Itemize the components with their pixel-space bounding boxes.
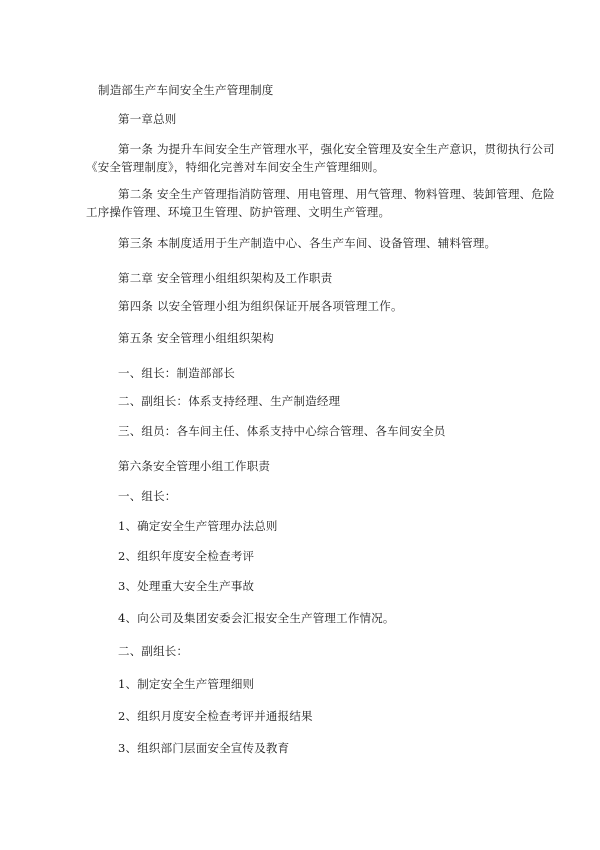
- article-5: 第五条 安全管理小组组织架构: [118, 331, 274, 345]
- leader-duties-heading: 一、组长：: [118, 489, 177, 503]
- article-6: 第六条安全管理小组工作职责: [118, 459, 271, 473]
- chapter-1-heading: 第一章总则: [118, 112, 177, 126]
- document-title: 制造部生产车间安全生产管理制度: [98, 83, 274, 97]
- leader-duty-item: 3、处理重大安全生产事故: [118, 579, 255, 593]
- article-4: 第四条 以安全管理小组为组织保证开展各项管理工作。: [118, 299, 403, 313]
- leader-duty-item: 4、向公司及集团安委会汇报安全生产管理工作情况。: [118, 611, 395, 625]
- deputy-duty-item: 2、组织月度安全检查考评并通报结果: [118, 709, 313, 723]
- chapter-2-heading: 第二章 安全管理小组组织架构及工作职责: [118, 271, 333, 285]
- article-2-line-2: 工序操作管理、环境卫生管理、防护管理、文明生产管理。: [86, 205, 391, 219]
- leader-duty-item: 1、确定安全生产管理办法总则: [118, 519, 278, 533]
- article-3: 第三条 本制度适用于生产制造中心、各生产车间、设备管理、辅料管理。: [118, 236, 497, 250]
- deputy-duty-item: 3、组织部门层面安全宣传及教育: [118, 741, 290, 755]
- article-2-line-1: 第二条 安全生产管理指消防管理、用电管理、用气管理、物料管理、装卸管理、危险: [118, 187, 555, 201]
- article-1-line-2: 《安全管理制度》，特细化完善对车间安全生产管理细则。: [86, 160, 385, 174]
- group-leader-item: 一、组长：制造部部长: [118, 366, 235, 380]
- article-1-line-1: 第一条 为提升车间安全生产管理水平，强化安全管理及安全生产意识，贯彻执行公司: [118, 142, 555, 156]
- deputy-duty-item: 1、制定安全生产管理细则: [118, 677, 255, 691]
- deputy-duties-heading: 二、副组长：: [118, 644, 189, 658]
- members-item: 三、组员：各车间主任、体系支持中心综合管理、各车间安全员: [118, 424, 446, 438]
- deputy-leader-item: 二、副组长：体系支持经理、生产制造经理: [118, 394, 341, 408]
- leader-duty-item: 2、组织年度安全检查考评: [118, 549, 255, 563]
